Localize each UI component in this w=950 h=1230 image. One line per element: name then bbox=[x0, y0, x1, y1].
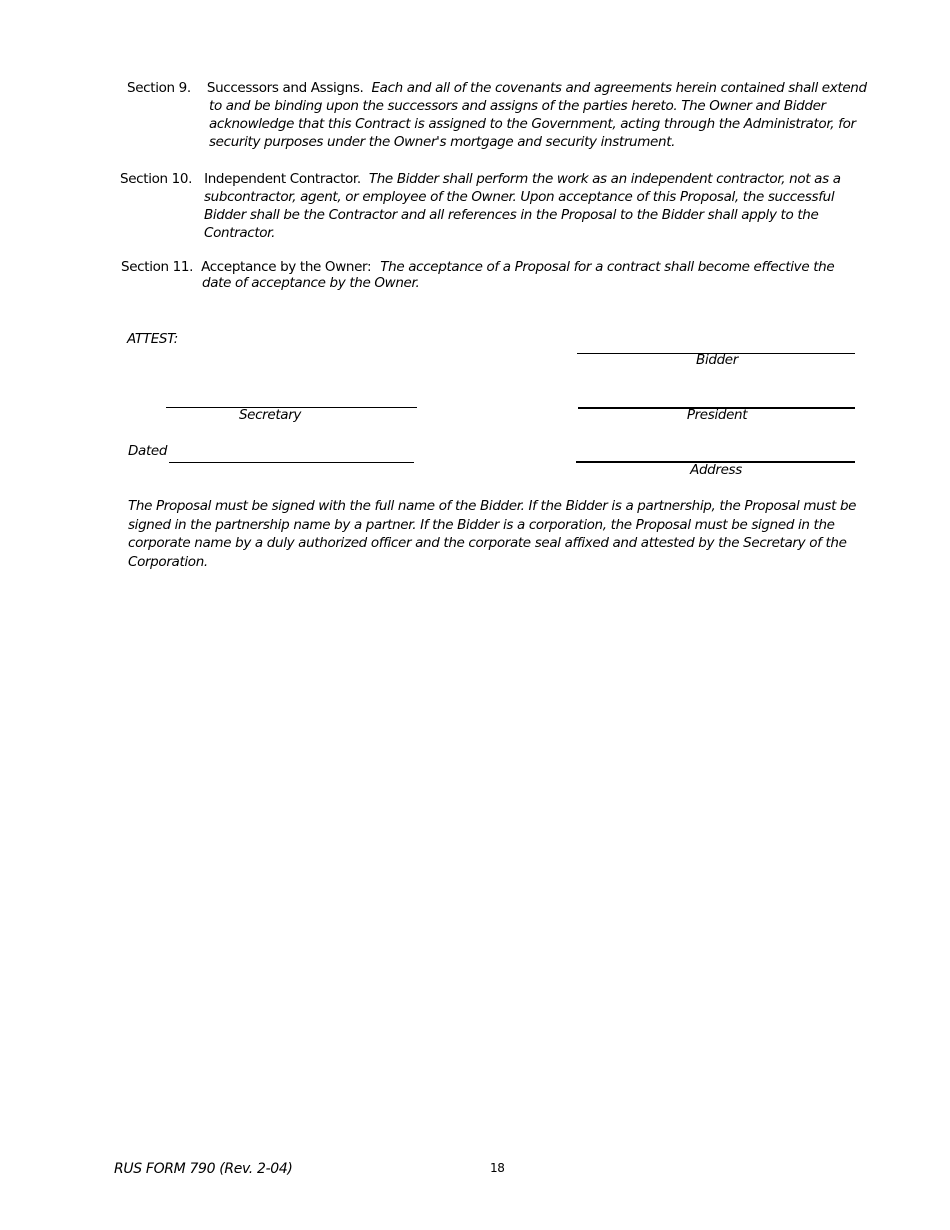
section-10-line-4: Contractor. bbox=[204, 225, 276, 241]
section-10-line-2: subcontractor, agent, or employee of the Owner. Upon acceptance of this Proposal, the successful bbox=[204, 189, 835, 205]
section-10-title: Independent Contractor. bbox=[204, 171, 361, 187]
section-9-label: Section 9. bbox=[127, 80, 191, 96]
notice-line-3: corporate name by a duly authorized officer and the corporate seal affixed and attested by the Secretary of the bbox=[128, 535, 847, 551]
attest-label: ATTEST: bbox=[127, 331, 178, 347]
form-identifier: RUS FORM 790 (Rev. 2-04) bbox=[114, 1161, 293, 1177]
section-10-line-1: The Bidder shall perform the work as an independent contractor, not as a bbox=[368, 171, 841, 187]
dated-line[interactable] bbox=[169, 462, 414, 463]
dated-label: Dated bbox=[128, 443, 168, 459]
section-11-title: Acceptance by the Owner: bbox=[201, 259, 372, 275]
signing-instructions bbox=[128, 497, 857, 571]
section-10 bbox=[120, 170, 841, 242]
section-9-line-2: to and be binding upon the successors and assigns of the parties hereto. The Owner and Bidder bbox=[209, 98, 826, 114]
page-number: 18 bbox=[490, 1161, 505, 1175]
bidder-label: Bidder bbox=[696, 352, 738, 368]
section-9 bbox=[127, 79, 867, 151]
section-10-label: Section 10. bbox=[120, 171, 193, 187]
section-11-line-2: date of acceptance by the Owner. bbox=[202, 275, 420, 291]
section-10-line-3: Bidder shall be the Contractor and all references in the Proposal to the Bidder shall apply to the bbox=[204, 207, 819, 223]
section-11-label: Section 11. bbox=[121, 259, 194, 275]
section-9-line-3: acknowledge that this Contract is assigned to the Government, acting through the Administrator, for bbox=[209, 116, 856, 132]
notice-line-1: The Proposal must be signed with the full name of the Bidder. If the Bidder is a partnership, the Proposal must be bbox=[128, 498, 857, 514]
section-9-line-4: security purposes under the Owner's mortgage and security instrument. bbox=[209, 134, 676, 150]
address-label: Address bbox=[690, 462, 742, 478]
president-label: President bbox=[686, 407, 748, 423]
section-9-line-1: Each and all of the covenants and agreements herein contained shall extend bbox=[371, 80, 867, 96]
section-11-line-1: The acceptance of a Proposal for a contract shall become effective the bbox=[380, 259, 835, 275]
section-9-title: Successors and Assigns. bbox=[206, 80, 364, 96]
section-11 bbox=[121, 259, 834, 291]
secretary-label: Secretary bbox=[238, 407, 302, 423]
notice-line-4: Corporation. bbox=[128, 553, 208, 570]
notice-line-2: signed in the partnership name by a partner. If the Bidder is a corporation, the Proposal must be signed in the bbox=[128, 516, 835, 533]
